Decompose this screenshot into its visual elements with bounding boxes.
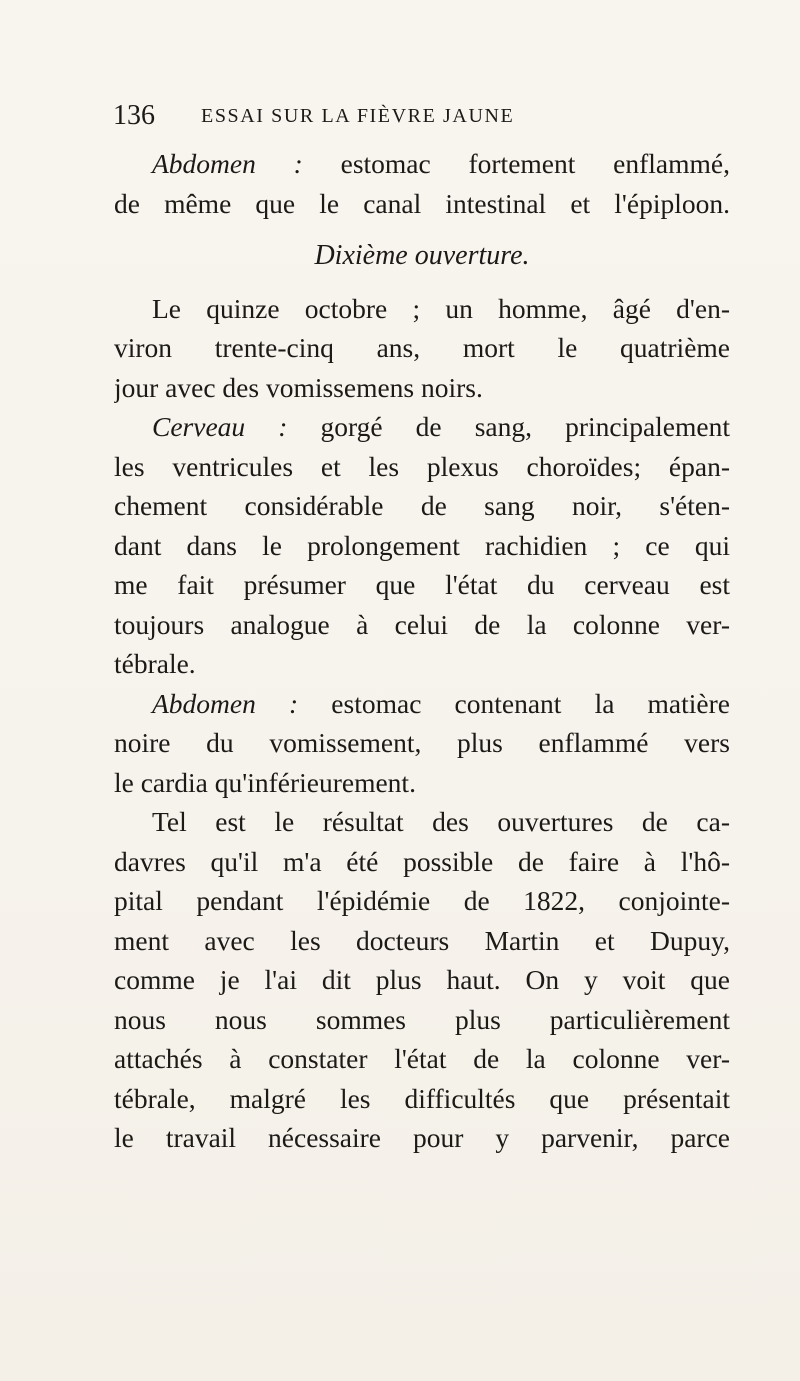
text-line: de même que le canal intestinal et l'épiploon. bbox=[114, 187, 730, 219]
text-line: ment avec les docteurs Martin et Dupuy, bbox=[114, 924, 730, 956]
page-number: 136 bbox=[113, 100, 155, 131]
paragraph-abdomen-1 bbox=[114, 144, 730, 223]
text-line: noire du vomissement, plus enflammé vers bbox=[114, 727, 730, 758]
paragraph-intro bbox=[114, 289, 730, 408]
text-line: tébrale. bbox=[114, 648, 196, 679]
text-line bbox=[114, 684, 730, 724]
text-line: viron trente-cinq ans, mort le quatrième bbox=[114, 332, 730, 363]
text-line: comme je l'ai dit plus haut. On y voit que bbox=[114, 964, 730, 995]
text-line bbox=[114, 407, 730, 447]
text-line: davres qu'il m'a été possible de faire à l'hô- bbox=[114, 845, 730, 877]
text-line: le cardia qu'inférieurement. bbox=[114, 766, 416, 798]
paragraph-label: Abdomen : bbox=[152, 687, 299, 719]
text-line: dant dans le prolongement rachidien ; ce qui bbox=[114, 529, 730, 561]
text-line: tébrale, malgré les difficultés que présentait bbox=[114, 1082, 730, 1114]
text-line: pital pendant l'épidémie de 1822, conjointe- bbox=[114, 885, 730, 916]
paragraph-conclusion bbox=[114, 802, 730, 1158]
text-line bbox=[114, 144, 730, 184]
text-span: estomac fortement enflammé, bbox=[340, 148, 730, 179]
text-line: Tel est le résultat des ouvertures de ca- bbox=[152, 806, 730, 837]
text-span: estomac contenant la matière bbox=[331, 687, 730, 719]
paragraph-cerveau bbox=[114, 407, 730, 684]
text-line: toujours analogue à celui de la colonne ver- bbox=[114, 608, 730, 640]
text-line: jour avec des vomissemens noirs. bbox=[114, 371, 483, 403]
paragraph-label: Cerveau : bbox=[152, 411, 288, 442]
section-title: Dixième ouverture. bbox=[314, 240, 530, 271]
text-line: les ventricules et les plexus choroïdes; épan- bbox=[114, 450, 730, 482]
page-header bbox=[113, 98, 713, 132]
paragraph-abdomen-2 bbox=[114, 684, 730, 803]
text-line: nous nous sommes plus particulièrement bbox=[114, 1003, 730, 1035]
text-line: me fait présumer que l'état du cerveau est bbox=[114, 569, 730, 600]
text-span: gorgé de sang, principalement bbox=[320, 411, 730, 442]
body-text bbox=[114, 144, 730, 1158]
text-line: Le quinze octobre ; un homme, âgé d'en- bbox=[152, 292, 730, 324]
running-head: ESSAI SUR LA FIÈVRE JAUNE bbox=[201, 105, 515, 127]
paragraph-label: Abdomen : bbox=[152, 148, 303, 179]
text-line: attachés à constater l'état de la colonne ver- bbox=[114, 1043, 730, 1074]
text-line: le travail nécessaire pour y parvenir, parce bbox=[114, 1122, 730, 1153]
text-line: chement considérable de sang noir, s'éten- bbox=[114, 490, 730, 521]
